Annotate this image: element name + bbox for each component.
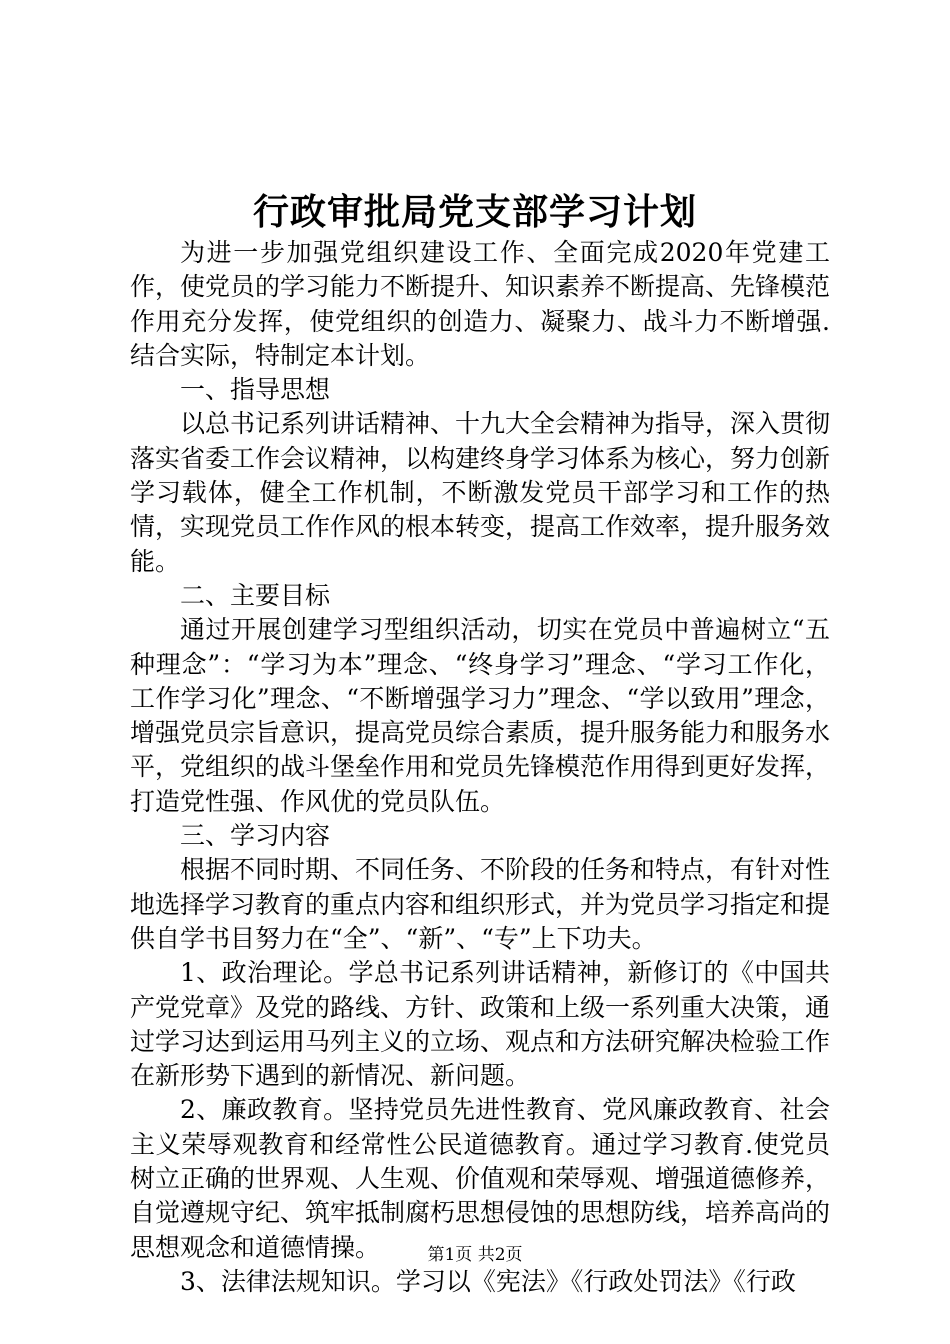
paragraph-intro: 为进一步加强党组织建设工作、全面完成2020年党建工作，使党员的学习能力不断提升、知识素养不断提高、先锋模范作用充分发挥，使党组织的创造力、凝聚力、战斗力不断增强.结合实际，特制定本计划。 — [130, 238, 831, 370]
paragraph-main-goals: 通过开展创建学习型组织活动，切实在党员中普遍树立“五种理念”：“学习为本”理念、“终身学习”理念、“学习工作化，工作学习化”理念、“不断增强学习力”理念、“学以致用”理念，增强党员宗旨意识，提高党员综合素质，提升服务能力和服务水平，党组织的战斗堡垒作用和党员先锋模范作用得到更好发挥，打造党性强、作风优的党员队伍。 — [130, 615, 831, 816]
heading-study-content: 三、学习内容 — [180, 821, 331, 851]
paragraph-integrity-education: 2、廉政教育。坚持党员先进性教育、党风廉政教育、社会主义荣辱观教育和经常性公民道德教育。通过学习教育.使党员树立正确的世界观、人生观、价值观和荣辱观、增强道德修养，自觉遵规守纪、筑牢抵制腐朽思想侵蚀的思想防线，培养高尚的思想观念和道德情操。 — [130, 1095, 831, 1262]
paragraph-guiding-thought: 以总书记系列讲话精神、十九大全会精神为指导，深入贯彻落实省委工作会议精神，以构建终身学习体系为核心，努力创新学习载体，健全工作机制，不断激发党员干部学习和工作的热情，实现党员工作作风的根本转变，提高工作效率，提升服务效能。 — [130, 409, 831, 576]
paragraph-study-content: 根据不同时期、不同任务、不阶段的任务和特点，有针对性地选择学习教育的重点内容和组织形式，并为党员学习指定和提供自学书目努力在“全”、“新”、“专”上下功夫。 — [130, 855, 831, 953]
document-body — [130, 236, 830, 1299]
document-title: 行政审批局党支部学习计划 — [252, 191, 697, 233]
paragraph-laws-regulations: 3、法律法规知识。学习以《宪法》《行政处罚法》《行政 — [180, 1266, 796, 1296]
heading-guiding-thought: 一、指导思想 — [180, 375, 331, 405]
paragraph-political-theory: 1、政治理论。学总书记系列讲话精神，新修订的《中国共产党党章》及党的路线、方针、政策和上级一系列重大决策，通过学习达到运用马列主义的立场、观点和方法研究解决检验工作在新形势下遇到的新情况、新问题。 — [130, 958, 831, 1091]
heading-main-goals: 二、主要目标 — [180, 580, 331, 610]
page-footer: 第1页 共2页 — [427, 1245, 523, 1265]
